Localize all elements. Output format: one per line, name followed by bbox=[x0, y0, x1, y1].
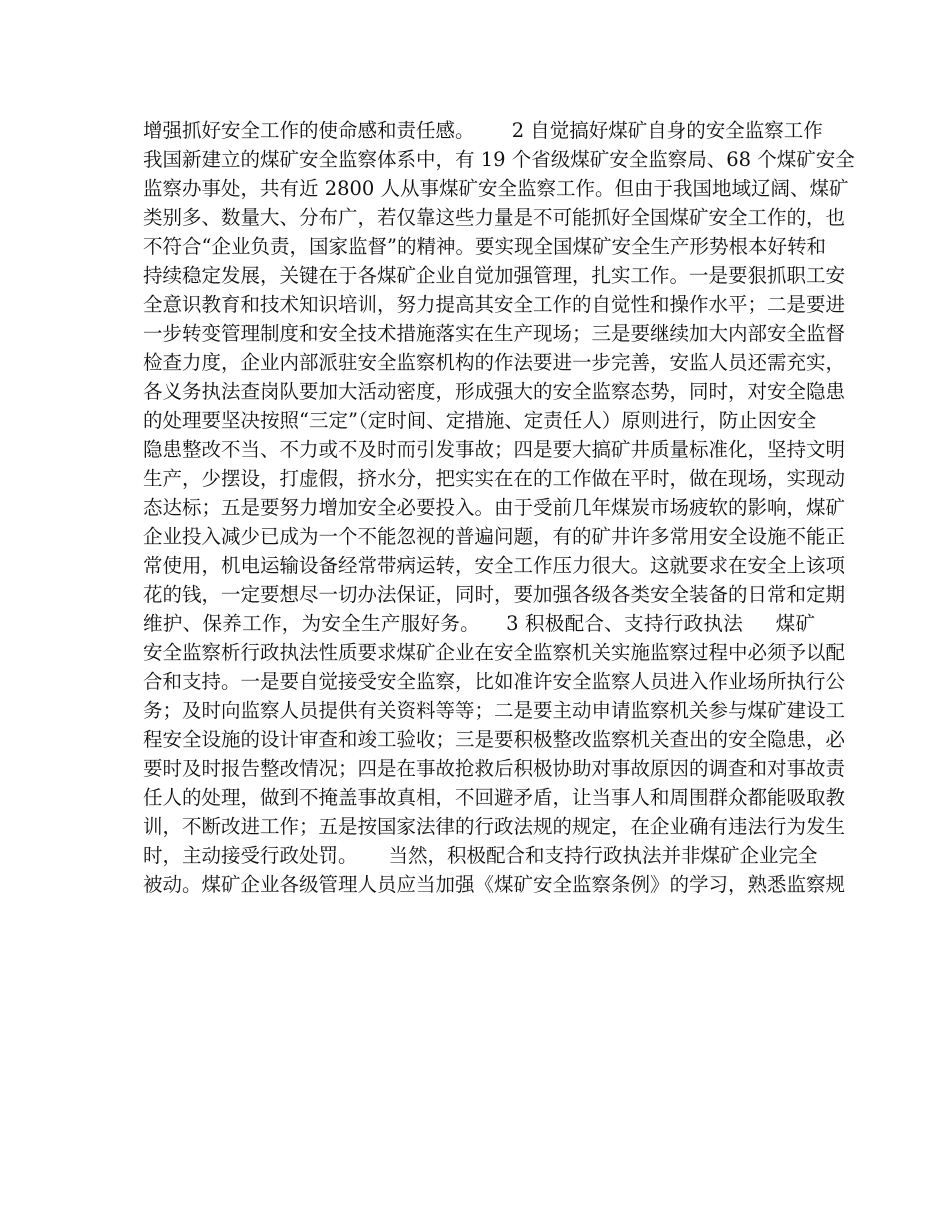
text-line: 务；及时向监察人员提供有关资料等等；二是要主动申请监察机关参与煤矿建设工 bbox=[143, 699, 846, 722]
text-line: 程安全设施的设计审查和竣工验收；三是要积极整改监察机关查出的安全隐患，必 bbox=[143, 728, 846, 751]
body-text bbox=[143, 116, 855, 899]
text-line: 花的钱，一定要想尽一切办法保证，同时，要加强各级各类安全装备的日常和定期 bbox=[143, 583, 846, 606]
text-line: 一步转变管理制度和安全技术措施落实在生产现场；三是要继续加大内部安全监督 bbox=[143, 322, 846, 345]
text-line: 要时及时报告整改情况；四是在事故抢救后积极协助对事故原因的调查和对事故责 bbox=[143, 757, 846, 780]
text-line: 持续稳定发展，关键在于各煤矿企业自觉加强管理，扎实工作。一是要狠抓职工安 bbox=[143, 264, 846, 287]
text-line: 隐患整改不当、不力或不及时而引发事故；四是要大搞矿井质量标准化，坚持文明 bbox=[143, 438, 846, 461]
text-line: 监察办事处，共有近 2800 人从事煤矿安全监察工作。但由于我国地域辽阔、煤矿 bbox=[143, 177, 849, 200]
text-line: 不符合“企业负责，国家监督”的精神。要实现全国煤矿安全生产形势根本好转和 bbox=[143, 235, 826, 258]
text-line: 常使用，机电运输设备经常带病运转，安全工作压力很大。这就要求在安全上该项 bbox=[143, 554, 846, 577]
text-line: 增强抓好安全工作的使命感和责任感。 2 自觉搞好煤矿自身的安全监察工作 bbox=[143, 119, 823, 142]
text-line: 的处理要坚决按照“三定”（定时间、定措施、定责任人）原则进行，防止因安全 bbox=[143, 409, 817, 432]
text-line: 安全监察析行政执法性质要求煤矿企业在安全监察机关实施监察过程中必须予以配 bbox=[143, 641, 846, 664]
text-line: 检查力度，企业内部派驻安全监察机构的作法要进一步完善，安监人员还需充实， bbox=[143, 351, 846, 374]
text-line: 类别多、数量大、分布广，若仅靠这些力量是不可能抓好全国煤矿安全工作的，也 bbox=[143, 206, 846, 229]
text-line: 态达标；五是要努力增加安全必要投入。由于受前几年煤炭市场疲软的影响，煤矿 bbox=[143, 496, 846, 519]
text-line: 全意识教育和技术知识培训，努力提高其安全工作的自觉性和操作水平；二是要进 bbox=[143, 293, 846, 316]
text-line: 任人的处理，做到不掩盖事故真相，不回避矛盾，让当事人和周围群众都能吸取教 bbox=[143, 786, 846, 809]
text-line: 企业投入减少已成为一个不能忽视的普遍问题，有的矿井许多常用安全设施不能正 bbox=[143, 525, 846, 548]
text-line: 生产，少摆设，打虚假，挤水分，把实实在在的工作做在平时，做在现场，实现动 bbox=[143, 467, 846, 490]
text-line: 我国新建立的煤矿安全监察体系中，有 19 个省级煤矿安全监察局、68 个煤矿安全 bbox=[143, 148, 855, 171]
text-line: 各义务执法查岗队要加大活动密度，形成强大的安全监察态势，同时，对安全隐患 bbox=[143, 380, 846, 403]
text-line: 时，主动接受行政处罚。 当然，积极配合和支持行政执法并非煤矿企业完全 bbox=[143, 844, 818, 867]
text-line: 被动。煤矿企业各级管理人员应当加强《煤矿安全监察条例》的学习，熟悉监察规 bbox=[143, 873, 846, 896]
text-line: 训，不断改进工作；五是按国家法律的行政法规的规定，在企业确有违法行为发生 bbox=[143, 815, 846, 838]
text-line: 维护、保养工作，为安全生产服好务。 3 积极配合、支持行政执法 煤矿 bbox=[143, 612, 815, 635]
text-line: 合和支持。一是要自觉接受安全监察，比如准许安全监察人员进入作业场所执行公 bbox=[143, 670, 846, 693]
